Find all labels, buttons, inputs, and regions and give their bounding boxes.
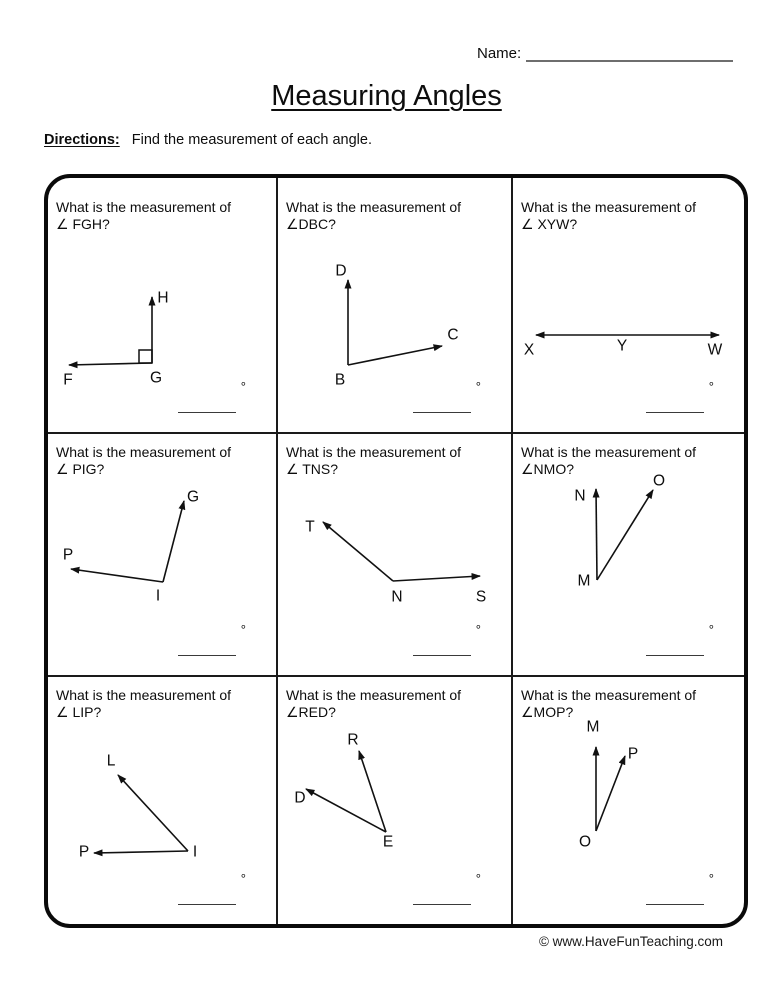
angle-name: ∠ LIP? [56,704,102,720]
answer-blank[interactable] [413,622,481,656]
problem-cell-nmo [513,434,744,677]
point-label: Y [616,337,628,355]
degree-symbol: ° [708,379,714,394]
degree-symbol: ° [240,871,246,886]
problems-grid [44,174,748,928]
question-text [286,199,503,233]
point-label: O [652,472,666,490]
problem-cell-dbc [278,178,513,434]
name-input-line[interactable] [526,44,733,62]
angle-name: ∠MOP? [521,704,574,720]
question-line1: What is the measurement of [56,444,232,460]
point-label: I [192,843,198,861]
angle-name: ∠ XYW? [521,216,578,232]
directions-label: Directions: [44,132,120,148]
answer-blank[interactable] [646,871,714,905]
question-text [286,687,503,721]
point-label: P [78,843,90,861]
problem-cell-red [278,677,513,924]
question-line1: What is the measurement of [521,687,697,703]
point-label: G [186,488,200,506]
angle-name: ∠ FGH? [56,216,110,232]
point-label: T [305,518,315,536]
point-label: D [335,262,347,280]
degree-symbol: ° [708,871,714,886]
point-label: P [62,546,74,564]
name-label: Name: [477,45,522,62]
point-label: P [627,745,639,763]
degree-symbol: ° [475,871,481,886]
point-label: N [391,588,403,606]
angle-name: ∠ TNS? [286,461,338,477]
question-text [56,687,268,721]
degree-symbol: ° [240,622,246,637]
answer-blank[interactable] [646,379,714,413]
name-field-row [477,44,733,62]
answer-blank[interactable] [178,622,246,656]
problem-cell-lip [48,677,278,924]
problem-cell-tns [278,434,513,677]
question-line1: What is the measurement of [56,199,232,215]
question-text [286,444,503,478]
problem-cell-pig [48,434,278,677]
point-label: G [149,369,163,387]
angle-name: ∠ PIG? [56,461,105,477]
answer-blank[interactable] [178,379,246,413]
question-line1: What is the measurement of [521,199,697,215]
point-label: R [347,731,359,749]
question-line1: What is the measurement of [286,444,462,460]
directions-text: Find the measurement of each angle. [131,132,372,148]
answer-blank[interactable] [413,379,481,413]
point-label: B [334,371,346,389]
answer-blank[interactable] [178,871,246,905]
question-text [56,444,268,478]
degree-symbol: ° [475,622,481,637]
point-label: I [155,587,161,605]
degree-symbol: ° [240,379,246,394]
problem-cell-mop [513,677,744,924]
page-title: Measuring Angles [271,80,502,112]
question-text [521,444,736,478]
point-label: O [578,833,592,851]
question-text [521,687,736,721]
directions [44,132,372,148]
point-label: W [707,341,723,359]
question-line1: What is the measurement of [286,199,462,215]
degree-symbol: ° [475,379,481,394]
point-label: F [63,371,73,389]
point-label: L [106,752,116,770]
question-line1: What is the measurement of [56,687,232,703]
angle-name: ∠DBC? [286,216,336,232]
point-label: E [382,833,394,851]
question-line1: What is the measurement of [286,687,462,703]
problem-cell-xyw [513,178,744,434]
point-label: H [157,289,169,307]
point-label: S [475,588,487,606]
point-label: M [577,572,591,590]
problem-cell-fgh [48,178,278,434]
question-line1: What is the measurement of [521,444,697,460]
answer-blank[interactable] [646,622,714,656]
angle-name: ∠NMO? [521,461,574,477]
point-label: C [447,326,459,344]
copyright-credit: © www.HaveFunTeaching.com [538,934,723,949]
degree-symbol: ° [708,622,714,637]
answer-blank[interactable] [413,871,481,905]
point-label: N [574,487,586,505]
point-label: M [586,718,600,736]
angle-name: ∠RED? [286,704,336,720]
point-label: X [523,341,535,359]
question-text [56,199,268,233]
point-label: D [294,789,306,807]
question-text [521,199,736,233]
